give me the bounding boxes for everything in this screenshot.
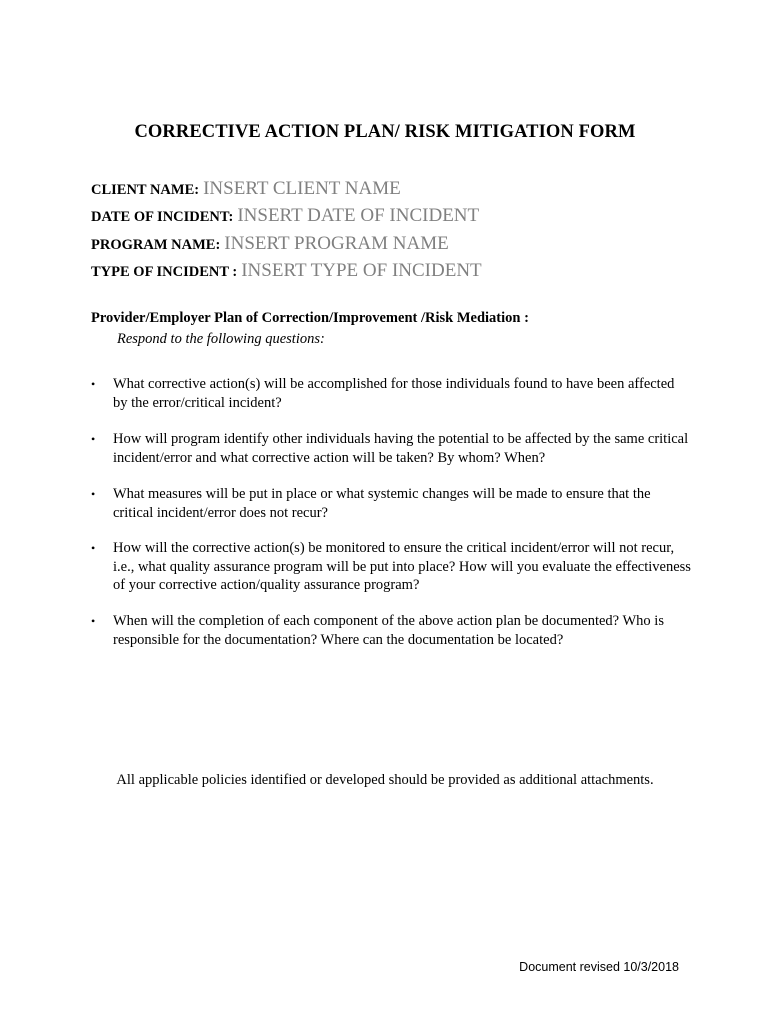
date-of-incident-label: DATE OF INCIDENT: <box>91 209 234 225</box>
bullet-icon: • <box>91 487 96 501</box>
attachments-note: All applicable policies identified or developed should be provided as additional attachments. <box>116 772 654 788</box>
date-of-incident-value: INSERT DATE OF INCIDENT <box>237 205 480 226</box>
question-item <box>91 375 691 412</box>
program-name-field <box>91 233 449 255</box>
type-of-incident-field <box>91 260 482 282</box>
type-of-incident-value: INSERT TYPE OF INCIDENT <box>241 260 482 281</box>
bullet-icon: • <box>91 614 96 628</box>
revision-date: Document revised 10/3/2018 <box>519 960 679 974</box>
instruction-text: Respond to the following questions: <box>117 331 325 347</box>
form-title: CORRECTIVE ACTION PLAN/ RISK MITIGATION FORM <box>134 122 636 142</box>
client-name-label: CLIENT NAME: <box>91 182 200 198</box>
bullet-icon: • <box>91 432 96 446</box>
question-text: What measures will be put in place or what systemic changes will be made to ensure that the critical incident/error does not recur? <box>113 486 651 521</box>
plan-heading: Provider/Employer Plan of Correction/Improvement /Risk Mediation : <box>91 310 529 326</box>
question-item <box>91 612 691 649</box>
question-text: When will the completion of each component of the above action plan be documented? Who is responsible for the documentation? Where can the documentation be located? <box>113 613 664 648</box>
client-name-value: INSERT CLIENT NAME <box>203 178 401 199</box>
question-item <box>91 539 691 595</box>
question-text: What corrective action(s) will be accomplished for those individuals found to have been affected by the error/critical incident? <box>113 376 675 411</box>
question-text: How will program identify other individuals having the potential to be affected by the same critical incident/error and what corrective action will be taken? By whom? When? <box>113 431 689 466</box>
question-text: How will the corrective action(s) be monitored to ensure the critical incident/error will not recur, i.e., what quality assurance program will be put into place? How will you evaluate the effectiveness of your corrective action/quality assurance program? <box>113 540 691 593</box>
question-item <box>91 485 691 522</box>
bullet-icon: • <box>91 541 96 555</box>
program-name-label: PROGRAM NAME: <box>91 237 221 253</box>
type-of-incident-label: TYPE OF INCIDENT : <box>91 264 238 280</box>
program-name-value: INSERT PROGRAM NAME <box>224 233 449 254</box>
date-of-incident-field <box>91 205 479 227</box>
question-item <box>91 430 691 467</box>
bullet-icon: • <box>91 377 96 391</box>
client-name-field <box>91 178 401 200</box>
